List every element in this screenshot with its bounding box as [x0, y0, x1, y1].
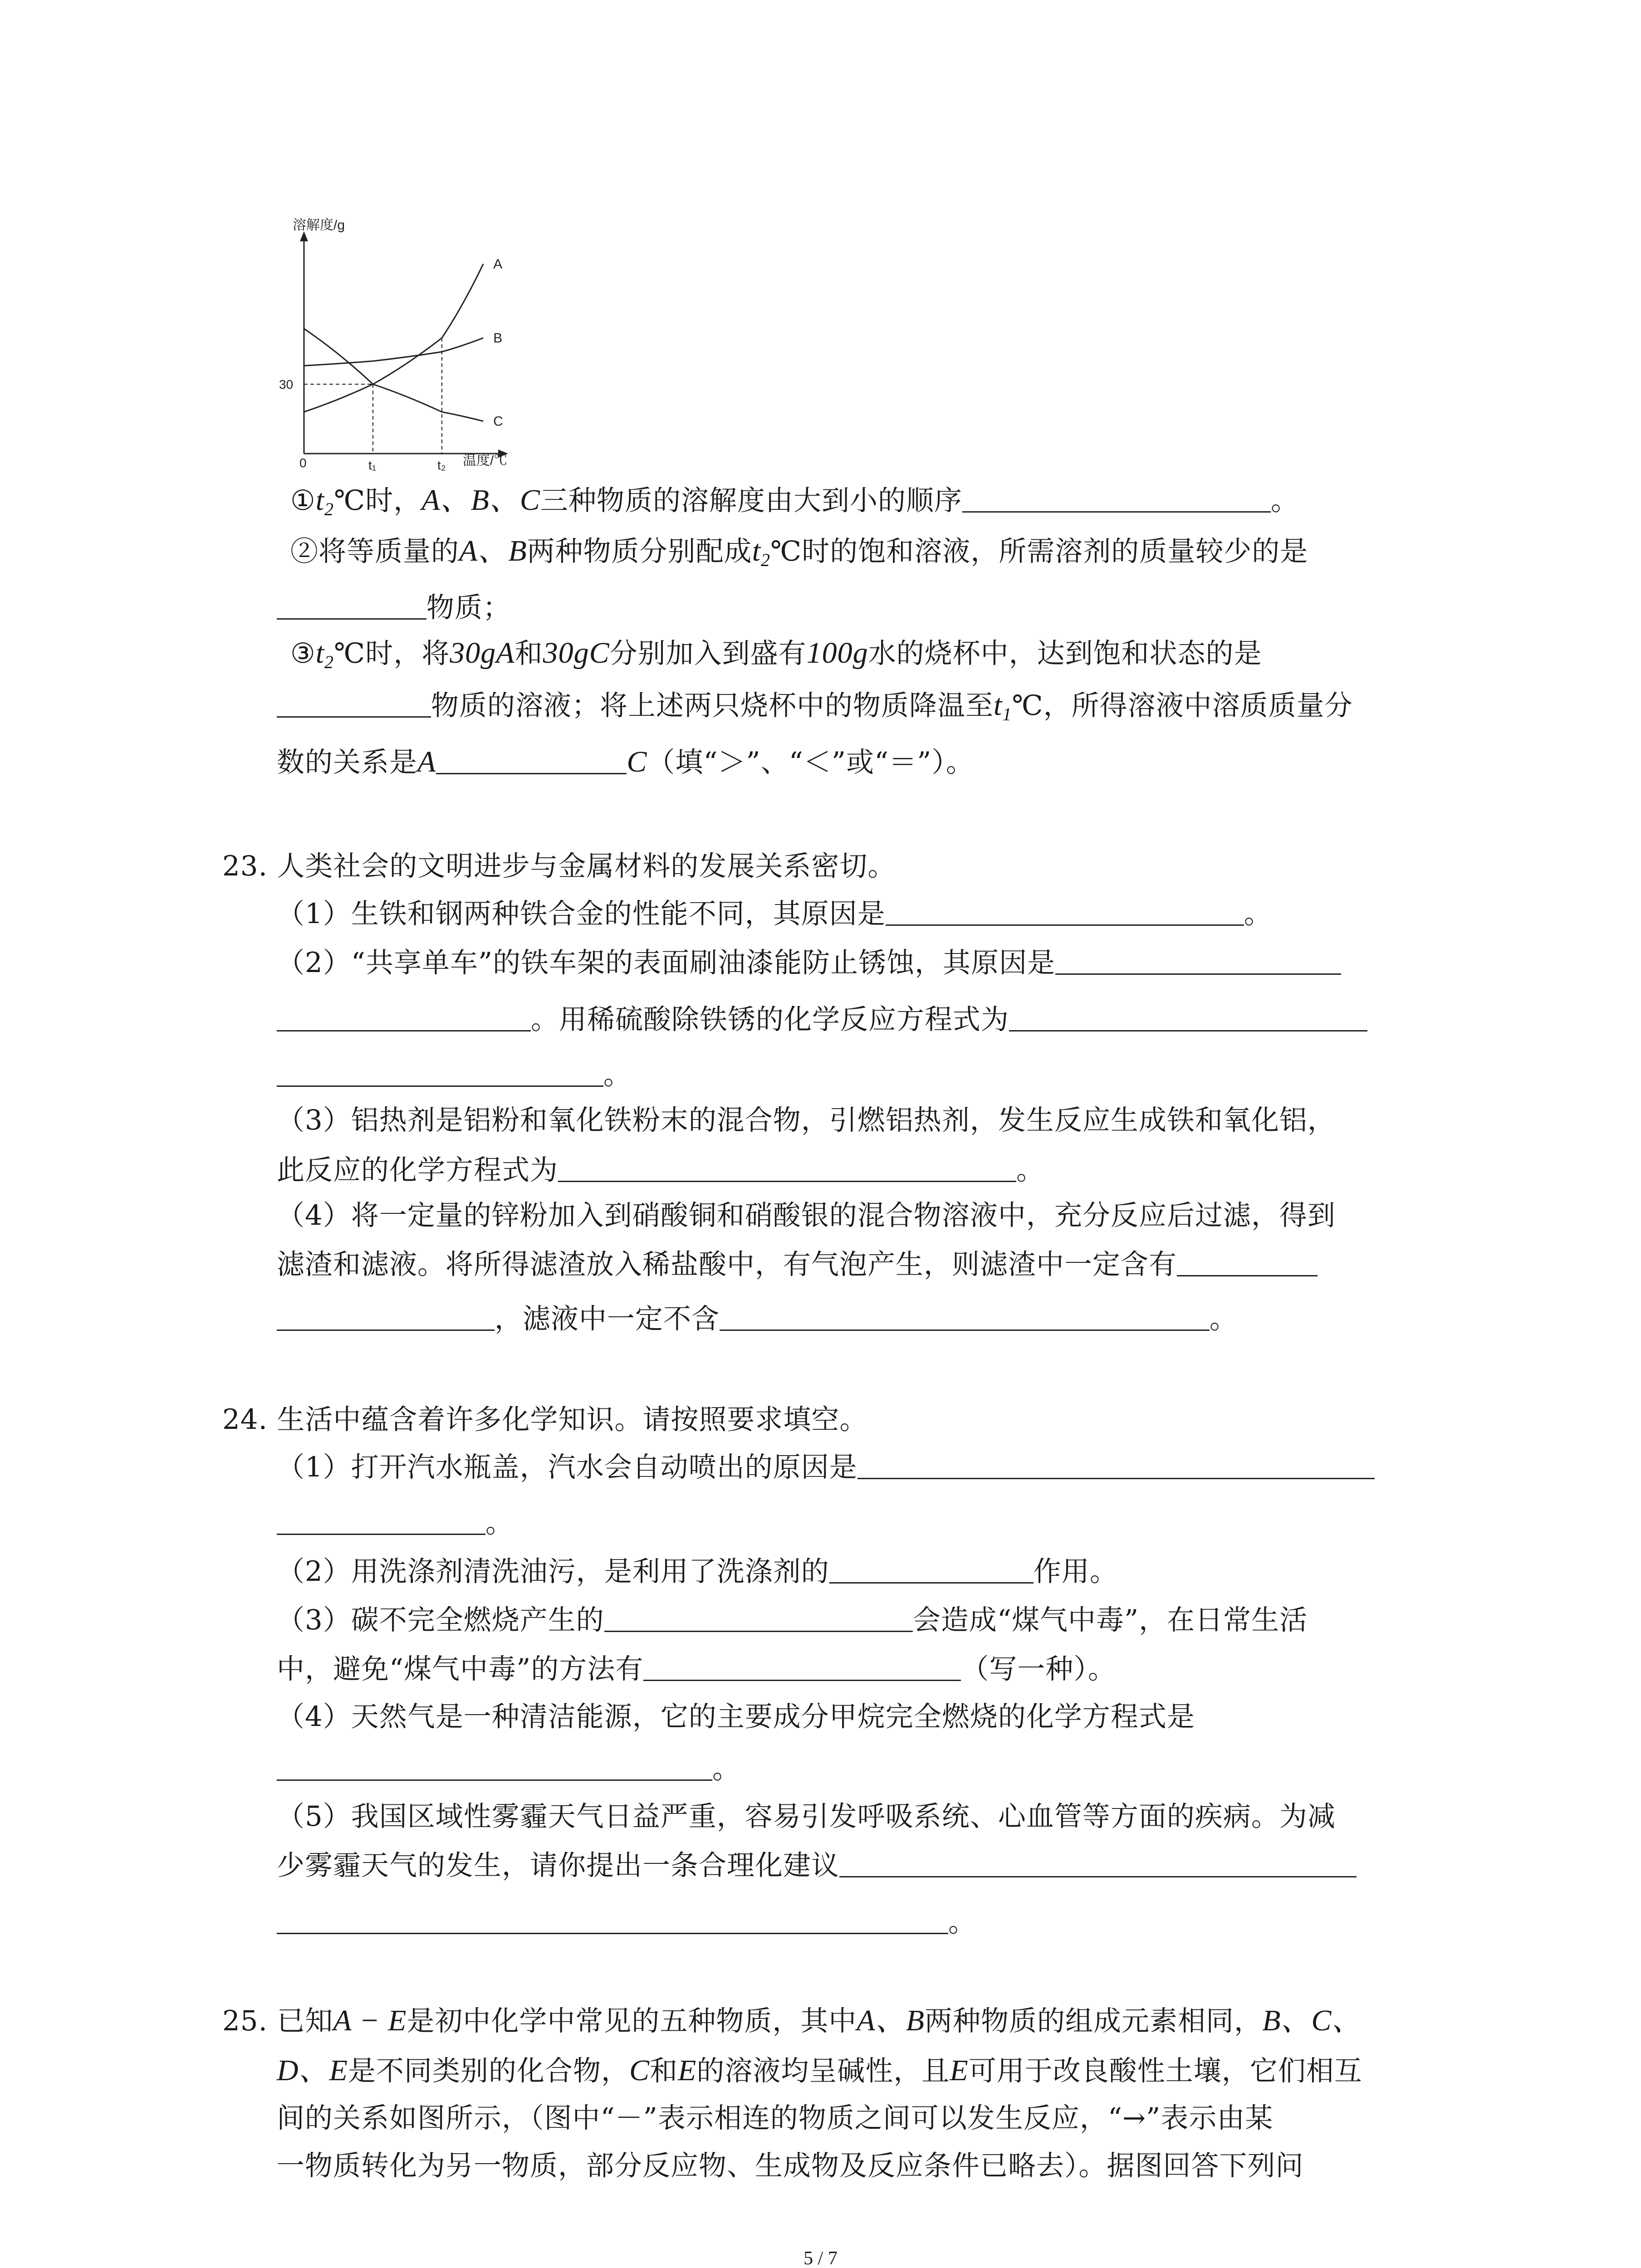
x-axis-label: 温度/℃ [463, 453, 508, 468]
q24-part-1: （1）打开汽水瓶盖，汽水会自动喷出的原因是 [277, 1449, 1375, 1486]
q23-part-4-cont: 滤渣和滤液。将所得滤渣放入稀盐酸中，有气泡产生，则滤渣中一定含有 [277, 1246, 1318, 1283]
q23-part-4: （4）将一定量的锌粉加入到硝酸铜和硝酸银的混合物溶液中，充分反应后过滤，得到 [277, 1199, 1336, 1232]
answer-blank[interactable] [277, 1058, 603, 1087]
q24-part-5-cont: 少雾霾天气的发生，请你提出一条合理化建议 [277, 1848, 1357, 1884]
answer-blank[interactable] [962, 484, 1271, 513]
answer-blank[interactable] [277, 1003, 531, 1031]
q24-part-1-cont: 。 [277, 1505, 514, 1541]
subscript-2: 2 [324, 499, 334, 519]
answer-blank[interactable] [277, 1752, 712, 1781]
series-label-c: C [493, 414, 503, 429]
answer-blank[interactable] [277, 689, 431, 718]
x-tick-label: t₂ [437, 458, 446, 472]
q24-part-2: （2）用洗涤剂清洗油污，是利用了洗涤剂的 作用。 [277, 1555, 1118, 1588]
q24-part-3: （3）碳不完全燃烧产生的 会造成“煤气中毒”，在日常生活 [277, 1604, 1308, 1636]
q22-item-1: $①t_2℃$时，A、B、C三种物质的溶解度由大到小的顺序 。 [290, 484, 1299, 519]
answer-blank[interactable] [1055, 946, 1341, 975]
series-line-b [304, 338, 483, 366]
answer-blank[interactable] [436, 746, 627, 774]
answer-blank[interactable] [277, 591, 426, 620]
answer-blank[interactable] [1009, 1003, 1367, 1031]
q22-item-2: ②将等质量的A、B两种物质分别配成$t_2℃$时的饱和溶液，所需溶剂的质量较少的是 [290, 534, 1308, 570]
q25-line-4: 一物质转化为另一物质，部分反应物、生成物及反应条件已略去）。据图回答下列问 [277, 2150, 1304, 2182]
q23-part-4-cont2: ，滤液中一定不含 。 [277, 1301, 1238, 1337]
answer-blank[interactable] [829, 1555, 1034, 1584]
q23-part-1: （1）生铁和钢两种铁合金的性能不同，其原因是 。 [277, 898, 1272, 930]
answer-blank[interactable] [720, 1302, 1210, 1331]
q23-part-2-cont2: 。 [277, 1057, 632, 1093]
q23-part-3: （3）铝热剂是铝粉和氧化铁粉末的混合物，引燃铝热剂，发生反应生成铁和氧化铝， [277, 1104, 1336, 1136]
q24-part-3-cont: 中，避免“煤气中毒”的方法有 （写一种）。 [277, 1653, 1116, 1685]
q23-part-2: （2）“共享单车”的铁车架的表面刷油漆能防止锈蚀，其原因是 [277, 945, 1341, 981]
q23-part-2-cont: 。用稀硫酸除铁锈的化学反应方程式为 [277, 1002, 1367, 1038]
answer-blank[interactable] [558, 1154, 1016, 1182]
answer-blank[interactable] [643, 1652, 961, 1681]
q25-line-3: 间的关系如图所示，（图中“－”表示相连的物质之间可以发生反应，“→”表示由某 [277, 2102, 1274, 2134]
q24-part-4: （4）天然气是一种清洁能源，它的主要成分甲烷完全燃烧的化学方程式是 [277, 1701, 1195, 1733]
answer-blank[interactable] [839, 1849, 1357, 1877]
q24-title: 24. 生活中蕴含着许多化学知识。请按照要求填空。 [222, 1403, 868, 1436]
answer-blank[interactable] [857, 1451, 1375, 1479]
q23-title: 23. 人类社会的文明进步与金属材料的发展关系密切。 [222, 850, 896, 882]
q22-item-3: $③t_2℃$时，将30gA和30gC分别加入到盛有100g水的烧杯中，达到饱和状态的是 [290, 636, 1262, 672]
q24-part-4-cont: 。 [277, 1751, 740, 1787]
origin-label: 0 [299, 456, 307, 470]
q23-part-3-cont: 此反应的化学方程式为 。 [277, 1154, 1045, 1186]
q22-item-3-cont: 物质的溶液；将上述两只烧杯中的物质降温至$t_1℃$，所得溶液中溶质质量分 [277, 687, 1353, 733]
series-line-a [304, 264, 483, 412]
chart-axes [300, 231, 508, 458]
page-number: 5 / 7 [803, 2248, 838, 2268]
x-tick-label: t₁ [368, 458, 377, 472]
series-label-b: B [493, 331, 503, 346]
q24-part-5-cont2: 。 [277, 1904, 976, 1941]
item-number: ① [290, 484, 316, 517]
q22-item-3-cont2: 数的关系是A C（填“＞”、“＜”或“＝”）。 [277, 745, 974, 778]
answer-blank[interactable] [604, 1603, 913, 1632]
q25-line-2: D、E是不同类别的化合物，C和E的溶液均呈碱性，且E可用于改良酸性土壤，它们相互 [277, 2054, 1362, 2087]
solubility-chart [254, 213, 554, 481]
answer-blank[interactable] [886, 897, 1244, 926]
answer-blank[interactable] [277, 1302, 495, 1331]
chart-marks [279, 257, 503, 472]
y-axis-label: 溶解度/g [293, 218, 345, 233]
q22-item-2-cont: 物质； [277, 590, 511, 626]
var-t: t [315, 484, 325, 517]
series-line-c [304, 329, 483, 421]
answer-blank[interactable] [277, 1506, 485, 1535]
answer-blank[interactable] [1177, 1248, 1318, 1276]
answer-blank[interactable] [277, 1906, 948, 1934]
q24-part-5: （5）我国区域性雾霾天气日益严重，容易引发呼吸系统、心血管等方面的疾病。为减 [277, 1800, 1336, 1833]
q25-line-1: 25. 已知A − E是初中化学中常见的五种物质，其中A、B两种物质的组成元素相同，B、C、 [222, 2004, 1362, 2037]
y-tick-label: 30 [279, 377, 294, 391]
series-label-a: A [493, 256, 503, 272]
